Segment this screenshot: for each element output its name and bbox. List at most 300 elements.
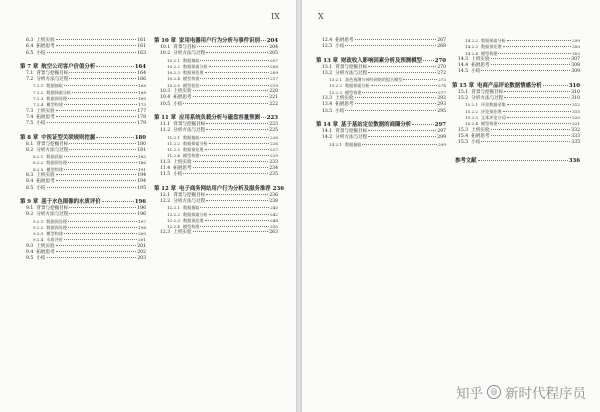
toc-leader-dots [481,141,570,142]
toc-entry-title: 数据预处理 [481,44,502,50]
toc-entry-number: 12.5 [322,44,333,50]
toc-entry-title: 小结 [173,101,183,107]
toc-entry-title: 分析方法与过程 [335,135,368,141]
toc-entry-number: 15.5 [458,140,469,146]
toc-entry-title: 分析方法与过程 [173,51,206,57]
toc-entry-title: 小结 [36,121,46,127]
toc-entry-number: 9.2 [26,212,34,218]
toc-entry-title: 数据预处理 [46,218,67,224]
toc-entry-number: 15.2 [458,96,469,102]
toc-entry-page: 226 [270,140,278,146]
toc-entry-title: 拓展思考 [173,166,192,172]
toc-chapter-entry [154,185,284,193]
toc-entry-title: 背景与挖掘目标 [36,141,69,147]
toc-entry-number: 13.4 [322,102,333,108]
toc-leader-dots [504,97,570,98]
toc-entry-page: 310 [571,89,580,95]
toc-entry-number: 10.2.3 [167,70,181,76]
toc-leader-dots [206,52,268,53]
toc-leader-dots [200,137,269,138]
toc-entry-page: 205 [269,51,278,57]
toc-entry-title: 背景与挖掘目标 [173,121,206,127]
toc-entry-page: 297 [434,121,446,128]
toc-entry-number: 11.5 [160,172,171,178]
toc-entry-page: 226 [270,134,278,140]
toc-entry-number: 15.2.3 [465,114,479,120]
toc-leader-dots [345,110,436,111]
toc-leader-dots [200,78,269,79]
toc-entry-title: 基于基站定位数据的商圈分析 [341,121,412,128]
toc-entry-title: 背景与挖掘目标 [335,64,368,70]
toc-entry-number: 第 11 章 [154,114,177,121]
toc-entry-title: 小结 [471,69,481,75]
toc-entry-title: 基于水色图像的水质评价 [41,198,101,205]
toc-leader-dots [209,143,270,144]
toc-leader-dots [209,214,270,215]
toc-entry-number: 11.1 [160,121,171,127]
toc-entry-number: 8.1 [26,141,34,147]
toc-entry-number: 13.2 [322,70,333,76]
toc-entry-page: 161 [137,44,146,50]
toc-entry-page: 270 [437,64,446,70]
toc-leader-dots [56,180,137,181]
toc-entry-number: 9.5 [26,256,34,262]
toc-entry-number: 7.3 [26,108,34,114]
toc-entry-number: 11.2 [160,128,171,134]
toc-entry-number: 10.5 [160,101,171,107]
toc-entry-page: 196 [134,198,146,205]
toc-entry-number: 10.2.4 [167,76,181,82]
toc-entry-number: 15.3 [458,127,469,133]
toc-entry-title: 背景与挖掘目标 [36,70,69,76]
toc-chapter-entry [316,122,446,129]
toc-entry-page: 221 [269,95,278,101]
toc-chapter-entry [20,135,146,142]
toc-leader-dots [47,122,137,123]
toc-chapter-entry [20,64,146,71]
toc-entry-number: 14.2.1 [329,141,343,147]
toc-entry-number: 7.2.2 [33,89,44,95]
toc-entry-title: 电商产品评论数据情感分析 [477,82,542,89]
toc-entry-page: 310 [568,82,580,89]
toc-entry-page: 303 [572,50,580,56]
toc-entry-number: 14.1 [322,128,333,134]
toc-entry-title: 上机实验 [36,108,55,114]
toc-entry-page: 233 [269,159,278,165]
toc-leader-dots [56,110,137,111]
toc-entry-title: 数据探索分析 [46,89,71,95]
toc-entry-title: 中医证型关联规则挖掘 [41,134,96,141]
toc-entry-page: 173 [138,102,146,108]
toc-entry-page: 273 [438,77,446,83]
toc-leader-dots [96,66,134,67]
toc-entry-title: 模型构建 [481,50,498,56]
toc-leader-dots [206,123,268,124]
toc-chapter-entry [154,115,278,122]
toc-section-entry [316,142,446,148]
toc-entry-number: 第 12 章 [154,185,177,192]
toc-entry-title: 模型构建 [481,121,498,127]
toc-entry-title: 数据预处理 [183,217,204,223]
toc-leader-dots [102,201,134,202]
toc-entry-number: 第 14 章 [316,121,339,128]
toc-leader-dots [193,90,269,91]
toc-entry-page: 292 [437,96,446,102]
toc-entry-number: 9.2.1 [33,218,44,224]
toc-entry-page: 217 [270,76,278,82]
toc-entry-number: 13.5 [322,108,333,114]
toc-leader-dots [193,167,269,168]
toc-entry-page: 238 [269,198,278,204]
toc-entry-title: 上机实验 [335,96,354,102]
toc-section-entry [154,102,278,108]
toc-leader-dots [491,58,571,59]
toc-entry-number: 8.2.2 [33,160,44,166]
toc-entry-title: 模型构建 [46,166,63,172]
toc-section-entry [20,121,146,127]
toc-entry-title: 分析方法与过程 [335,70,368,76]
toc-entry-number: 12.1 [160,192,171,198]
toc-entry-number: 13.2.1 [329,77,343,83]
toc-entry-title: 上机实验 [173,230,192,236]
toc-entry-title: 文本评论分词 [481,114,506,120]
toc-entry-title: 拓展思考 [36,114,55,120]
toc-entry-page: 240 [270,205,278,211]
toc-entry-title: 模型构建 [46,102,63,108]
toc-leader-dots [64,156,137,157]
toc-entry-title: 家用电器用户行为分析与事件识别 [179,38,260,44]
toc-entry-title: 数据预处理 [183,147,204,153]
toc-entry-number: 6.4 [26,44,34,50]
toc-entry-page: 268 [437,44,446,50]
toc-entry-title: 数据抽取 [46,83,63,89]
toc-entry-title: 上机实验 [36,173,55,179]
toc-leader-dots [368,72,436,73]
toc-entry-number: 9.4 [26,250,34,256]
toc-leader-dots [68,98,137,99]
toc-entry-page: 178 [137,114,146,120]
toc-leader-dots [56,245,137,246]
toc-entry-page: 235 [269,172,278,178]
toc-entry-page: 161 [137,38,146,43]
toc-entry-page: 202 [137,250,146,256]
toc-entry-number: 7.2.1 [33,83,44,89]
toc-entry-page: 208 [270,63,278,69]
toc-leader-dots [261,40,266,41]
toc-entry-title: 分析方法与过程 [173,128,206,134]
toc-entry-number: 11.2.3 [167,147,181,153]
toc-entry-title: 小结 [471,140,481,146]
toc-entry-number: 10.2.2 [167,63,181,69]
toc-leader-dots [507,104,572,105]
toc-leader-dots [362,144,437,145]
toc-entry-page: 201 [137,243,146,249]
toc-entry-page: 223 [269,121,278,127]
toc-leader-dots [183,103,268,104]
toc-leader-dots [507,40,572,41]
toc-leader-dots [206,129,268,130]
toc-entry-title: 数据预处理 [183,70,204,76]
toc-leader-dots [209,66,270,67]
toc-entry-title: 分析方法与过程 [471,96,504,102]
toc-leader-dots [72,92,137,93]
toc-entry-number: 7.2.4 [33,102,44,108]
toc-leader-dots [56,45,137,46]
toc-entry-title: 参考文献 [455,158,477,165]
toc-entry-number: 14.5 [458,69,469,75]
toc-entry-page: 179 [137,121,146,127]
toc-entry-number: 9.3 [26,243,34,249]
toc-entry-number: 10.3 [160,89,171,95]
toc-entry-page: 336 [568,158,580,165]
toc-chapter-entry [452,83,580,90]
toc-leader-dots [498,123,571,124]
toc-entry-page: 236 [269,192,278,198]
toc-entry-page: 225 [269,128,278,134]
toc-entry-page: 196 [137,212,146,218]
toc-entry-title: 数据抽取 [183,205,200,211]
toc-entry-number: 11.4 [160,166,171,172]
toc-entry-number: 第 9 章 [20,198,39,205]
toc-entry-title: 灰色预测与神经网络的组合模型 [345,77,403,83]
right-page [302,0,600,412]
toc-entry-page: 236 [272,185,284,192]
toc-entry-number: 13.2.2 [329,83,343,89]
toc-entry-title: 分析方法与过程 [36,212,69,218]
toc-entry-page: 332 [571,127,580,133]
toc-leader-dots [481,70,570,71]
toc-section-entry [20,186,146,192]
toc-entry-number: 15.4 [458,133,469,139]
toc-entry-title: 数据抽取 [183,57,200,63]
toc-entry-page: 297 [437,128,446,134]
toc-entry-title: 评论数据采集 [481,102,506,108]
toc-entry-number: 8.2.3 [33,166,44,172]
toc-entry-page: 204 [266,38,278,44]
toc-entry-title: 模型构建 [183,153,200,159]
toc-entry-number: 7.4 [26,114,34,120]
toc-entry-page: 333 [571,133,580,139]
toc-entry-title: 数据获取 [46,154,63,160]
toc-entry-page: 315 [572,108,580,114]
toc-entry-number: 10.2 [160,51,171,57]
toc-entry-number: 8.4 [26,179,34,185]
toc-entry-page: 309 [571,69,580,75]
page-number: IX [271,12,280,21]
toc-entry-page: 201 [138,237,146,243]
toc-leader-dots [64,104,137,105]
toc-entry-page: 335 [571,140,580,146]
toc-entry-title: 财政收入影响因素分析及预测模型 [341,57,422,64]
toc-section-entry [452,140,580,146]
toc-leader-dots [205,149,270,150]
toc-entry-page: 186 [138,160,146,166]
toc-leader-dots [69,72,136,73]
toc-entry-page: 270 [434,57,446,64]
toc-entry-number: 15.2.2 [465,108,479,114]
toc-entry-number: 第 8 章 [20,134,39,141]
toc-section-entry [316,44,446,50]
toc-entry-number: 第 7 章 [20,63,39,70]
toc-entry-title: 数据预处理 [46,96,67,102]
toc-leader-dots [261,117,266,118]
toc-entry-title: 数据抽取 [345,141,362,147]
toc-entry-number: 7.2 [26,77,34,83]
toc-leader-dots [423,60,434,61]
toc-entry-title: 数据预处理 [46,224,67,230]
toc-entry-page: 204 [269,45,278,50]
toc-section-entry [452,69,580,75]
toc-entry-number: 9.2.2 [33,224,44,230]
toc-leader-dots [491,64,571,65]
toc-entry-title: 应用系统负载分析与磁盘容量预测 [179,114,260,121]
toc-leader-dots [69,213,136,214]
toc-leader-dots [68,162,137,163]
toc-entry-page: 248 [270,217,278,223]
toc-section-entry [20,51,146,57]
toc-leader-dots [206,200,268,201]
toc-chapter-entry [316,58,446,65]
toc-entry-number: 9.2.4 [33,237,44,243]
toc-entry-page: 310 [571,96,580,102]
toc-entry-number: 13.3 [322,96,333,102]
toc-entry-page: 183 [138,154,146,160]
toc-leader-dots [507,117,572,118]
toc-entry-title: 数据探索分析 [481,38,506,43]
toc-entry-page: 300 [572,44,580,50]
toc-entry-page: 263 [269,230,278,236]
toc-entry-title: 拓展思考 [173,95,192,101]
toc-section-entry [154,172,278,178]
toc-entry-page: 177 [137,108,146,114]
toc-leader-dots [355,97,437,98]
toc-entry-page: 220 [269,89,278,95]
toc-column [452,38,580,165]
toc-leader-dots [193,96,269,97]
toc-section-entry [20,256,146,262]
toc-leader-dots [206,194,268,195]
toc-entry-title: 模型构建 [183,76,200,82]
toc-leader-dots [368,136,436,137]
toc-leader-dots [68,221,137,222]
toc-leader-dots [355,39,437,40]
toc-entry-number: 7.5 [26,121,34,127]
toc-entry-number: 第 15 章 [452,82,475,89]
toc-chapter-entry [452,158,580,165]
toc-leader-dots [478,160,568,161]
toc-entry-page: 164 [134,63,146,70]
toc-leader-dots [362,92,437,93]
toc-entry-page: 308 [571,63,580,69]
toc-entry-number: 14.2.4 [465,50,479,56]
toc-entry-title: 小结 [36,50,46,56]
toc-leader-dots [503,111,572,112]
toc-entry-number: 第 10 章 [154,38,177,44]
toc-leader-dots [96,137,134,138]
toc-entry-page: 299 [438,141,446,147]
toc-entry-number: 12.2.1 [167,205,181,211]
toc-leader-dots [368,130,436,131]
toc-entry-page: 307 [571,56,580,62]
toc-entry-page: 209 [270,70,278,76]
toc-leader-dots [47,52,137,53]
toc-entry-title: 电子商务网站用户行为分析及服务推荐 [179,185,271,192]
toc-entry-page: 203 [137,256,146,262]
toc-entry-title: 背景与挖掘目标 [335,128,368,134]
toc-column [154,38,284,237]
toc-entry-title: 背景与目标 [173,45,197,50]
toc-entry-page: 222 [269,101,278,107]
toc-leader-dots [498,53,571,54]
toc-leader-dots [64,85,137,86]
toc-entry-title: 拓展思考 [471,133,490,139]
toc-leader-dots [69,78,136,79]
toc-entry-page: 163 [137,50,146,56]
toc-section-entry [154,230,278,236]
toc-entry-title: 上机实验 [36,243,55,249]
toc-leader-dots [543,85,568,86]
toc-entry-page: 198 [138,224,146,230]
toc-leader-dots [47,187,137,188]
toc-column [316,38,446,148]
toc-entry-page: 168 [138,83,146,89]
toc-leader-dots [200,155,269,156]
toc-entry-page: 168 [138,89,146,95]
toc-entry-number: 7.2.3 [33,96,44,102]
toc-entry-title: 背景与挖掘目标 [471,89,504,95]
toc-chapter-entry [20,199,146,206]
toc-entry-page: 272 [437,70,446,76]
toc-entry-page: 194 [137,179,146,185]
toc-entry-page: 223 [266,114,278,121]
toc-column [20,38,146,263]
toc-entry-page: 180 [134,134,146,141]
toc-entry-page: 321 [572,121,580,127]
toc-leader-dots [491,129,571,130]
toc-leader-dots [193,161,269,162]
toc-entry-number: 10.2.1 [167,57,181,63]
toc-entry-title: 数据探索分析 [183,211,208,217]
toc-entry-number: 14.4 [458,63,469,69]
toc-entry-number: 7.1 [26,70,34,76]
left-page [0,0,296,412]
toc-leader-dots [68,227,137,228]
toc-leader-dots [200,226,269,227]
toc-leader-dots [56,174,137,175]
toc-entry-title: 拓展思考 [36,250,55,256]
toc-entry-number: 13.2.3 [329,89,343,95]
toc-entry-page: 169 [138,96,146,102]
toc-entry-number: 14.2 [322,135,333,141]
toc-entry-number: 8.2.1 [33,154,44,160]
toc-entry-number: 10.1 [160,45,171,50]
toc-entry-number: 8.3 [26,173,34,179]
toc-entry-number: 14.2.3 [465,44,479,50]
toc-entry-title: 分析方法与过程 [36,77,69,83]
toc-entry-page: 299 [572,38,580,43]
toc-entry-page: 255 [270,224,278,230]
toc-entry-title: 水质评价 [46,237,63,243]
toc-leader-dots [64,169,137,170]
toc-entry-title: 数据预处理 [46,160,67,166]
toc-entry-page: 227 [270,147,278,153]
toc-entry-page: 299 [437,135,446,141]
toc-entry-number: 15.1 [458,89,469,95]
toc-entry-number: 6.5 [26,50,34,56]
toc-entry-title: 拓展思考 [36,44,55,50]
toc-entry-page: 196 [137,205,146,211]
toc-leader-dots [371,85,438,86]
